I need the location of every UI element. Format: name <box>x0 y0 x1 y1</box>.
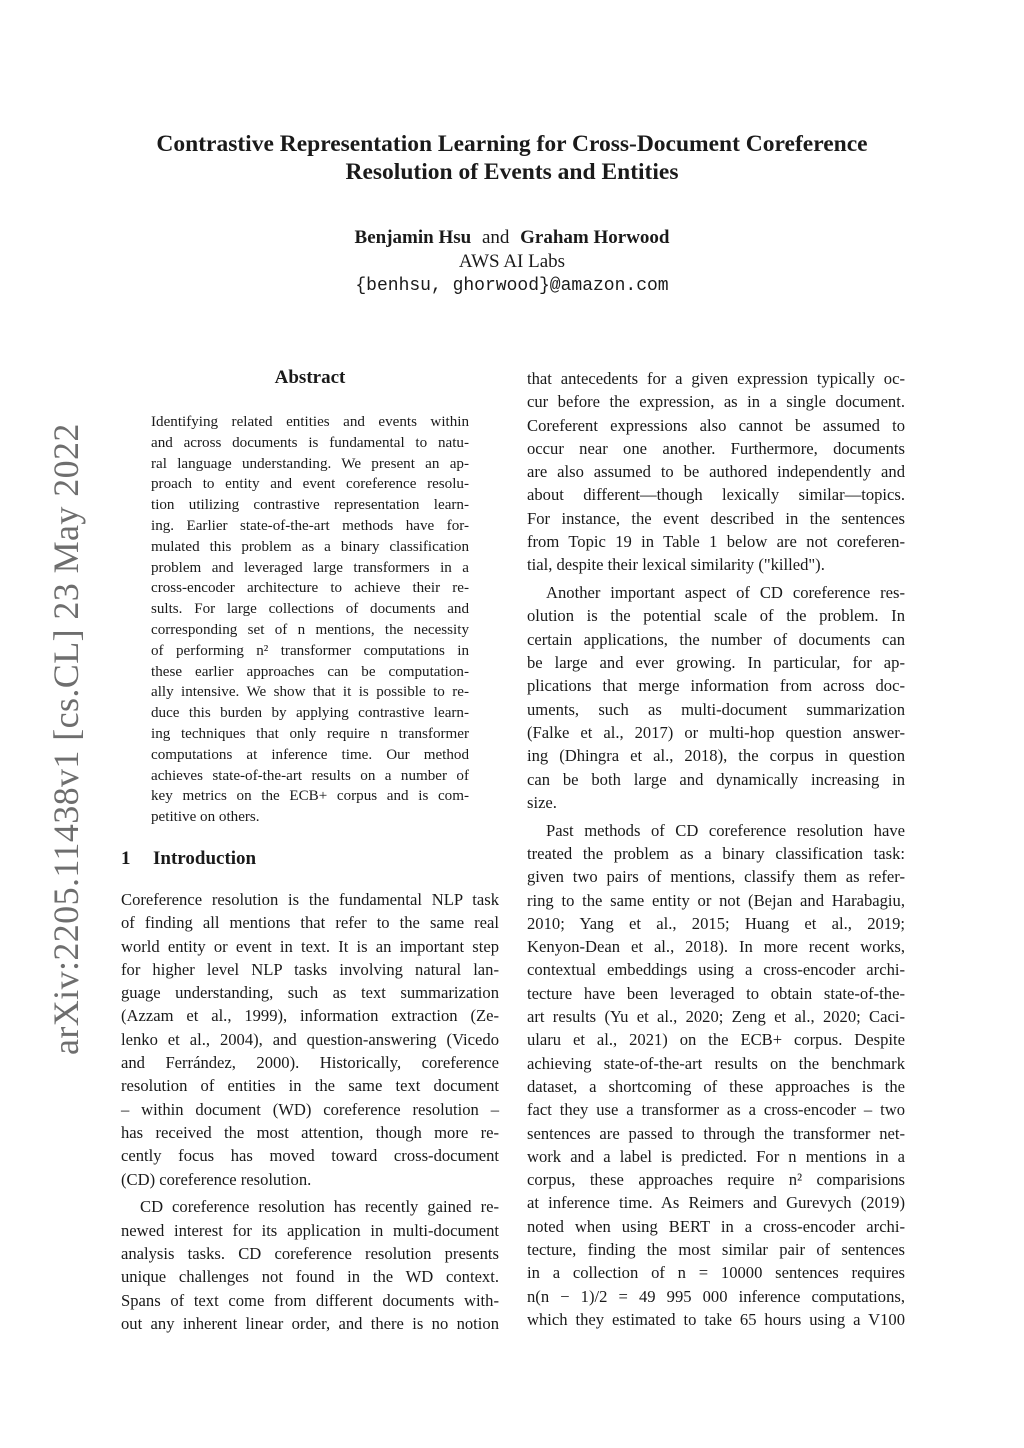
right-column <box>527 367 905 1331</box>
text-line: n(n − 1)/2 = 49 995 000 inference computations, <box>527 1286 905 1306</box>
text-line: newed interest for its application in multi-document <box>121 1220 499 1240</box>
text-line: out any inherent linear order, and there is no notion <box>121 1313 499 1333</box>
text-line: which they estimated to take 65 hours using a V100 <box>527 1309 905 1329</box>
text-line: ral language understanding. We present an ap- <box>151 455 469 472</box>
text-line: size. <box>527 792 557 812</box>
text-line: work and a label is predicted. For n mentions in a <box>527 1146 905 1166</box>
text-line: tial, despite their lexical similarity ("killed"). <box>527 555 825 575</box>
text-line: treated the problem as a binary classification task: <box>527 843 905 863</box>
text-line: sentences are passed to through the transformer net- <box>527 1123 905 1143</box>
text-line: can be both large and dynamically increasing in <box>527 769 905 789</box>
text-line: ally intensive. We show that it is possible to re- <box>151 684 469 701</box>
affiliation: AWS AI Labs <box>458 251 566 272</box>
text-line: achieves state-of-the-art results on a number of <box>151 767 469 784</box>
text-line: noted when using BERT in a cross-encoder archi- <box>527 1216 905 1236</box>
text-line: For instance, the event described in the sentences <box>527 508 905 528</box>
text-line: be large and ever growing. In particular, for ap- <box>527 653 905 673</box>
text-line: tion utilizing contrastive representation learn- <box>151 497 469 514</box>
text-line: Past methods of CD coreference resolution have <box>546 820 905 840</box>
text-line: cur before the expression, as in a single document. <box>527 392 905 412</box>
text-line: lenko et al., 2004), and question-answering (Vicedo <box>121 1029 499 1049</box>
text-line: fact they use a transformer as a cross-encoder – two <box>527 1100 905 1120</box>
text-line: given two pairs of mentions, classify them as refer- <box>527 867 905 887</box>
text-line: art results (Yu et al., 2020; Zeng et al., 2020; Caci- <box>527 1007 905 1027</box>
text-line: about different—though lexically similar—topics. <box>527 485 905 505</box>
text-line: and across documents is fundamental to natu- <box>151 434 469 451</box>
text-line: corpus, these approaches require n² comparisions <box>527 1170 905 1190</box>
abstract-body <box>151 412 469 828</box>
text-line: are also assumed to be authored independently and <box>527 462 905 482</box>
text-line: uments, such as multi-document summarization <box>527 699 905 719</box>
section-heading <box>121 848 256 870</box>
text-line: cently focus has moved toward cross-document <box>121 1146 499 1166</box>
title-line-1: Contrastive Representation Learning for Cross-Document Coreference <box>156 131 868 157</box>
text-line: achieving state-of-the-art results on the benchmark <box>527 1053 905 1073</box>
text-line: Identifying related entities and events within <box>151 414 469 430</box>
left-column <box>121 888 499 1335</box>
text-line: and Ferrández, 2000). Historically, coreference <box>121 1053 499 1073</box>
text-line: petitive on others. <box>151 809 260 826</box>
text-line: ularu et al., 2021) on the ECB+ corpus. Despite <box>527 1030 905 1050</box>
text-line: dataset, a shortcoming of these approaches is the <box>527 1076 905 1096</box>
title-line-2: Resolution of Events and Entities <box>345 159 679 185</box>
text-line: Another important aspect of CD coreference res- <box>546 583 905 603</box>
text-line: sults. For large collections of documents and <box>151 601 469 618</box>
text-line: Kenyon-Dean et al., 2018). In more recent works, <box>527 937 905 957</box>
text-line: that antecedents for a given expression typically oc- <box>527 369 905 388</box>
text-line: has received the most attention, though more re- <box>121 1122 499 1142</box>
text-line: (CD) coreference resolution. <box>121 1169 312 1189</box>
text-line: of performing n² transformer computations in <box>151 642 469 659</box>
section-number: 1 <box>121 848 131 869</box>
text-line: world entity or event in text. It is an important step <box>121 936 499 956</box>
text-line: these earlier approaches can be computation- <box>151 663 469 680</box>
text-line: Coreference resolution is the fundamental NLP task <box>121 890 499 909</box>
abstract-heading: Abstract <box>274 367 346 388</box>
text-line: in a collection of n = 10000 sentences requires <box>527 1263 905 1283</box>
text-line: 2010; Yang et al., 2015; Huang et al., 2019; <box>527 913 905 933</box>
text-line: olution is the potential scale of the problem. In <box>527 606 905 626</box>
text-line: occur near one another. Furthermore, documents <box>527 438 905 458</box>
text-line: tecture have been leveraged to obtain state-of-the- <box>527 983 905 1003</box>
text-line: problem and leveraged large transformers in a <box>151 559 469 576</box>
text-line: unique challenges not found in the WD context. <box>121 1267 499 1287</box>
text-line: analysis tasks. CD coreference resolution presents <box>121 1243 499 1263</box>
text-line: key metrics on the ECB+ corpus and is com- <box>151 788 469 805</box>
text-line: – within document (WD) coreference resolution – <box>121 1099 499 1119</box>
author-name: Graham Horwood <box>520 227 670 248</box>
author-block <box>100 226 924 298</box>
text-line: ing techniques that only require n transformer <box>151 725 469 742</box>
text-line: (Azzam et al., 1999), information extraction (Ze- <box>121 1006 499 1026</box>
text-line: resolution of entities in the same text document <box>121 1076 499 1096</box>
text-line: ing (Dhingra et al., 2018), the corpus in question <box>527 746 905 766</box>
text-line: tecture, finding the most similar pair of sentences <box>527 1239 905 1259</box>
text-line: contextual embeddings using a cross-encoder archi- <box>527 960 905 980</box>
paper-title <box>100 130 924 186</box>
text-line: ing. Earlier state-of-the-art methods have for- <box>151 517 469 534</box>
section-title: Introduction <box>153 848 257 869</box>
author-email: {benhsu, ghorwood}@amazon.com <box>355 276 669 296</box>
text-line: from Topic 19 in Table 1 below are not coreferen- <box>527 532 905 552</box>
text-line: proach to entity and event coreference resolu- <box>151 476 469 493</box>
text-line: certain applications, the number of documents can <box>527 629 905 649</box>
text-line: corresponding set of n mentions, the necessity <box>151 621 469 638</box>
text-line: Spans of text come from different documents with- <box>121 1290 499 1310</box>
text-line: computations at inference time. Our method <box>151 746 469 763</box>
text-line: of finding all mentions that refer to the same real <box>121 913 499 933</box>
text-line: CD coreference resolution has recently gained re- <box>140 1197 499 1217</box>
text-line: at inference time. As Reimers and Gurevych (2019) <box>527 1193 905 1213</box>
text-line: for higher level NLP tasks involving natural lan- <box>121 959 499 979</box>
text-line: ring to the same entity or not (Bejan and Harabagiu, <box>527 890 905 910</box>
text-line: mulated this problem as a binary classification <box>151 538 469 555</box>
text-line: plications that merge information from across doc- <box>527 676 905 696</box>
text-line: cross-encoder architecture to achieve their re- <box>151 580 469 597</box>
text-line: Coreferent expressions also cannot be assumed to <box>527 415 905 435</box>
author-connector: and <box>481 227 510 248</box>
text-line: duce this burden by applying contrastive learn- <box>151 705 469 722</box>
arxiv-stamp: arXiv:2205.11438v1 [cs.CL] 23 May 2022 <box>46 423 86 1055</box>
text-line: (Falke et al., 2017) or multi-hop question answer- <box>527 722 905 742</box>
text-line: guage understanding, such as text summarization <box>121 983 499 1003</box>
author-name: Benjamin Hsu <box>354 227 472 248</box>
